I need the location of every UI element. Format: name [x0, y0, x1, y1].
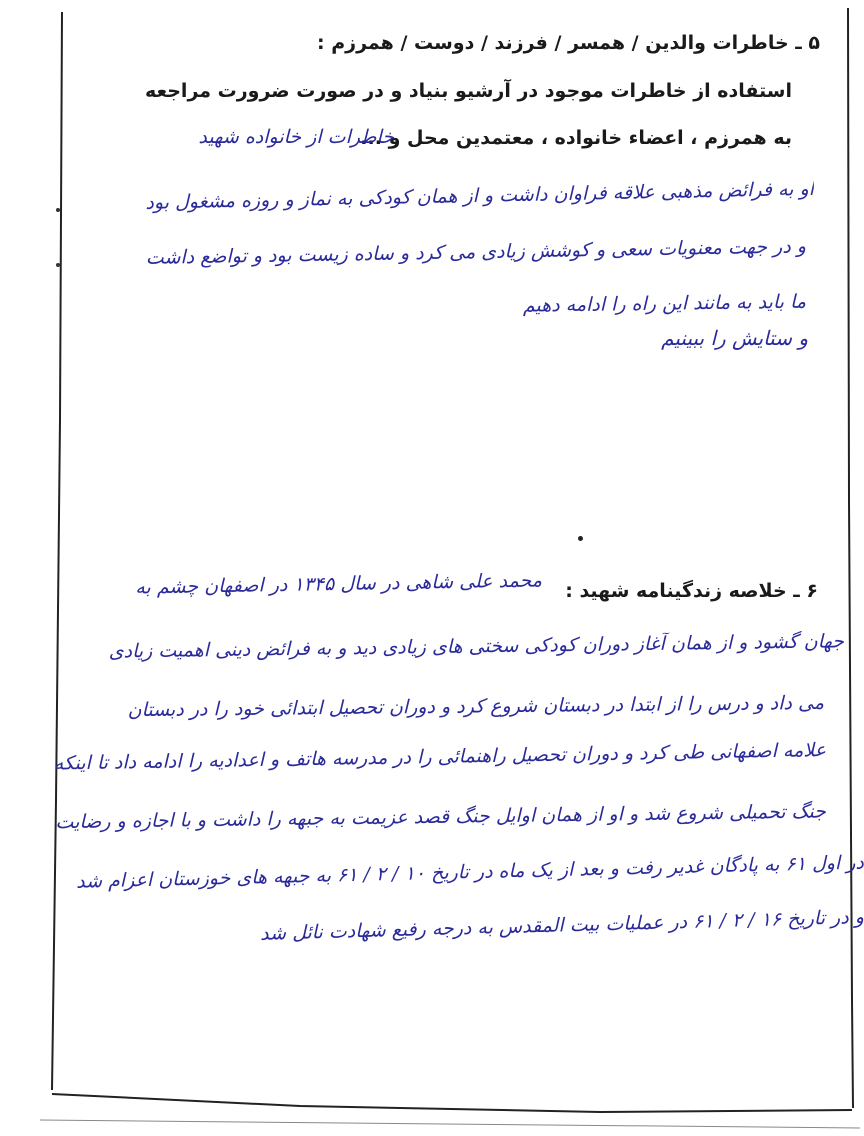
section5-handwritten-inline: خاطرات از خانواده شهید — [198, 126, 394, 148]
section6-handwritten-line: جنگ تحمیلی شروع شد و او از همان اوایل جنگ قصد عزیمت به جبهه را داشت و با اجازه و رضایت — [55, 800, 827, 834]
section5-instruction-line2: به همرزم ، اعضاء خانواده ، معتمدین محل و ... — [360, 127, 792, 149]
section6-handwritten-line: جهان گشود و از همان آغاز دوران کودکی سختی های زیادی دید و به فرائض دینی اهمیت زیادی — [108, 630, 845, 663]
section6-handwritten-line: در اول ۶۱ به پادگان غدیر رفت و بعد از یک ماه در تاریخ ۱۰ / ۲ / ۶۱ به جبهه های خوزستان اعزام شد — [75, 851, 864, 893]
section5-handwritten-line: ما باید به مانند این راه را ادامه دهیم — [522, 290, 807, 317]
section5-handwritten-line: او به فرائض مذهبی علاقه فراوان داشت و از همان کودکی به نماز و روزه مشغول بود — [145, 177, 815, 214]
scan-shadow-bottom — [40, 1120, 860, 1128]
stray-dot — [578, 536, 583, 541]
section5-handwritten-line: و در جهت معنویات سعی و کوشش زیادی می کرد و ساده زیست بود و تواضع داشت — [145, 235, 807, 269]
border-right-line — [848, 8, 853, 1108]
section6-handwritten-line: می داد و درس را از ابتدا در دبستان شروع کرد و دوران تحصیل ابتدائی خود را در دبستان — [127, 691, 825, 722]
section6-heading: ۶ ـ خلاصه زندگینامه شهید : — [565, 580, 818, 602]
section6-handwritten-line: و در تاریخ ۱۶ / ۲ / ۶۱ در عملیات بیت المقدس به درجه رفیع شهادت نائل شد — [259, 905, 864, 945]
border-bottom-line — [52, 1094, 852, 1112]
section5-handwritten-closing: و ستایش را ببینیم — [661, 326, 808, 350]
section5-heading: ۵ ـ خاطرات والدین / همسر / فرزند / دوست / همرزم : — [317, 32, 820, 54]
section6-handwritten-line: علامه اصفهانی طی کرد و دوران تحصیل راهنمائی را در مدرسه هاتف و اعدادیه را ادامه داد تا اینکه — [53, 739, 827, 775]
section5-instruction-line1: استفاده از خاطرات موجود در آرشیو بنیاد و در صورت ضرورت مراجعه — [144, 80, 792, 102]
section6-handwritten-inline: محمد علی شاهی در سال ۱۳۴۵ در اصفهان چشم به — [135, 569, 543, 599]
